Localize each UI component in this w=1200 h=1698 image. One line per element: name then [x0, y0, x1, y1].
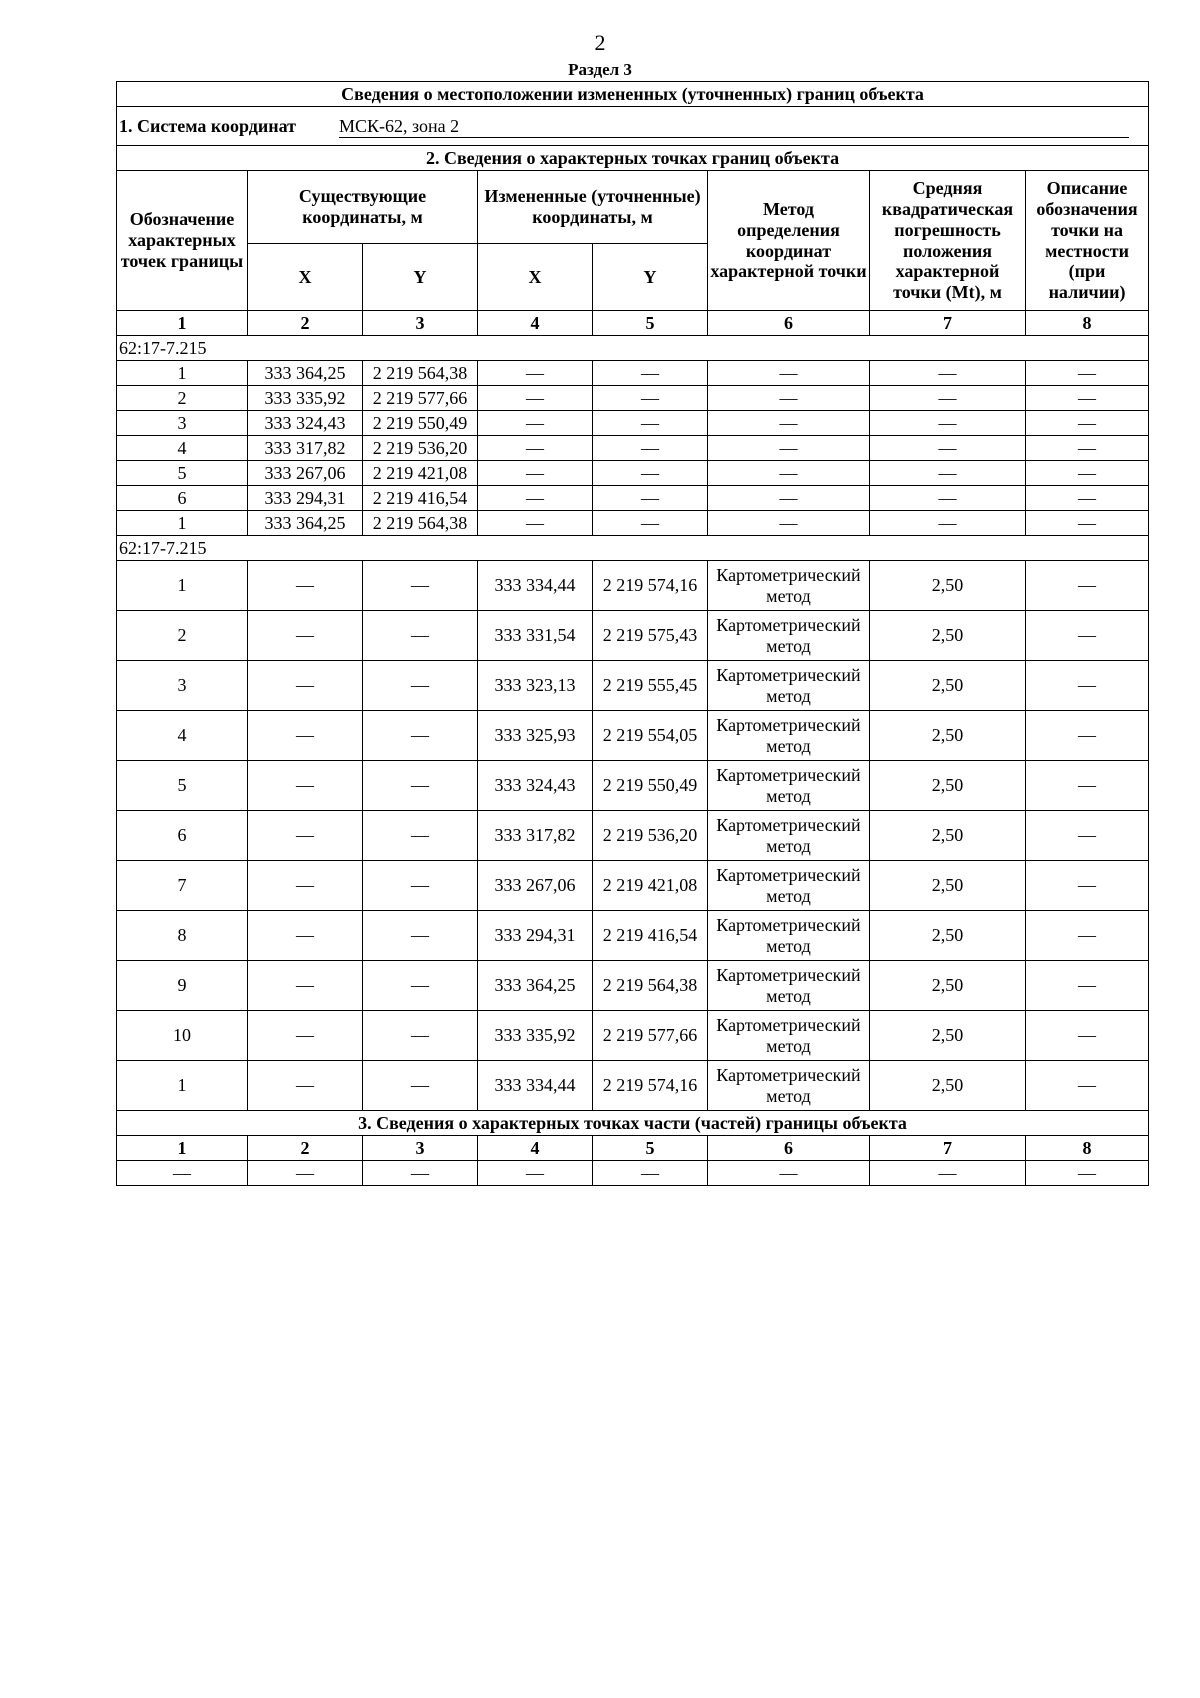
table-cell: 333 317,82	[478, 811, 593, 861]
table-cell: 2,50	[870, 561, 1026, 611]
table-row	[117, 911, 1149, 961]
table-cell: —	[478, 511, 593, 536]
table-cell: —	[1026, 1061, 1149, 1111]
table-cell: 6	[117, 486, 248, 511]
table-cell: —	[870, 436, 1026, 461]
table-row	[117, 511, 1149, 536]
table-cell: 5	[117, 761, 248, 811]
table-cell: —	[593, 486, 708, 511]
table-cell: 1	[117, 561, 248, 611]
section3-column-number-3: 3	[363, 1136, 478, 1161]
table-cell: —	[248, 961, 363, 1011]
table-cell: —	[363, 1061, 478, 1111]
coord-system-row	[117, 107, 1149, 146]
section3-cell-7: —	[870, 1161, 1026, 1186]
table-cell: 3	[117, 661, 248, 711]
subsection3-title: 3. Сведения о характерных точках части (частей) границы объекта	[117, 1111, 1149, 1136]
table-cell: —	[593, 511, 708, 536]
table-cell: —	[708, 361, 870, 386]
table-cell: 2 219 416,54	[363, 486, 478, 511]
table-cell: 2 219 577,66	[363, 386, 478, 411]
table-cell: 333 325,93	[478, 711, 593, 761]
header-changed-y: Y	[593, 244, 708, 311]
table-cell: 2 219 574,16	[593, 561, 708, 611]
subsection2-title: 2. Сведения о характерных точках границ объекта	[117, 146, 1149, 171]
table-cell: 2,50	[870, 961, 1026, 1011]
table-cell: Картометрический метод	[708, 861, 870, 911]
table-cell: —	[708, 386, 870, 411]
table-cell: —	[478, 486, 593, 511]
table-cell: —	[708, 486, 870, 511]
table-cell: 2 219 550,49	[363, 411, 478, 436]
table-cell: 9	[117, 961, 248, 1011]
table-cell: 2,50	[870, 1011, 1026, 1061]
table-cell: 333 364,25	[478, 961, 593, 1011]
table-cell: 2,50	[870, 1061, 1026, 1111]
table-cell: Картометрический метод	[708, 611, 870, 661]
table-cell: —	[1026, 561, 1149, 611]
table-cell: —	[870, 461, 1026, 486]
table-cell: 2 219 555,45	[593, 661, 708, 711]
table-row	[117, 961, 1149, 1011]
table-cell: Картометрический метод	[708, 1061, 870, 1111]
table-cell: 333 334,44	[478, 1061, 593, 1111]
table-cell: 333 323,13	[478, 661, 593, 711]
table-row	[117, 411, 1149, 436]
table-cell: —	[870, 511, 1026, 536]
table-cell: —	[593, 386, 708, 411]
table-cell: —	[870, 386, 1026, 411]
table-cell: —	[1026, 961, 1149, 1011]
table-cell: —	[478, 411, 593, 436]
table-cell: 2,50	[870, 611, 1026, 661]
table-cell: —	[1026, 486, 1149, 511]
column-number-8: 8	[1026, 311, 1149, 336]
table-cell: —	[870, 361, 1026, 386]
table-cell: —	[363, 1011, 478, 1061]
table-cell: 2 219 564,38	[363, 361, 478, 386]
table-cell: Картометрический метод	[708, 711, 870, 761]
table-cell: 333 335,92	[478, 1011, 593, 1061]
table-cell: —	[363, 761, 478, 811]
table-cell: 333 331,54	[478, 611, 593, 661]
table-cell: 4	[117, 436, 248, 461]
table-cell: —	[478, 386, 593, 411]
table-cell: 2 219 421,08	[363, 461, 478, 486]
table-cell: —	[708, 461, 870, 486]
table-cell: —	[1026, 861, 1149, 911]
table-cell: —	[248, 911, 363, 961]
table-cell: —	[363, 661, 478, 711]
table-cell: 2 219 416,54	[593, 911, 708, 961]
group1-label: 62:17-7.215	[117, 336, 1149, 361]
coord-system-value: МСК-62, зона 2	[339, 115, 1129, 138]
section3-column-number-7: 7	[870, 1136, 1026, 1161]
table-cell: Картометрический метод	[708, 561, 870, 611]
table-cell: 5	[117, 461, 248, 486]
table-cell: —	[363, 811, 478, 861]
table-cell: —	[593, 436, 708, 461]
table-cell: —	[248, 611, 363, 661]
table-cell: 2,50	[870, 861, 1026, 911]
section3-cell-8: —	[1026, 1161, 1149, 1186]
table-cell: —	[478, 361, 593, 386]
table-cell: Картометрический метод	[708, 661, 870, 711]
table-cell: —	[248, 861, 363, 911]
header-description: Описание обозначения точки на местности (при наличии)	[1026, 171, 1149, 311]
table-row	[117, 436, 1149, 461]
table-cell: 2 219 554,05	[593, 711, 708, 761]
table-cell: 6	[117, 811, 248, 861]
table-cell: 333 294,31	[248, 486, 363, 511]
table-cell: —	[1026, 461, 1149, 486]
table-cell: —	[870, 411, 1026, 436]
table-cell: 2,50	[870, 711, 1026, 761]
section3-column-number-1: 1	[117, 1136, 248, 1161]
section3-cell-2: —	[248, 1161, 363, 1186]
table-cell: —	[1026, 911, 1149, 961]
table-cell: —	[248, 661, 363, 711]
table-cell: 333 294,31	[478, 911, 593, 961]
table-cell: 2,50	[870, 661, 1026, 711]
section3-column-number-5: 5	[593, 1136, 708, 1161]
section3-column-number-4: 4	[478, 1136, 593, 1161]
section3-cell-4: —	[478, 1161, 593, 1186]
table-cell: 2,50	[870, 761, 1026, 811]
header-changed-x: X	[478, 244, 593, 311]
table-cell: —	[1026, 411, 1149, 436]
section3-cell-1: —	[117, 1161, 248, 1186]
table-cell: —	[593, 461, 708, 486]
section3-column-number-2: 2	[248, 1136, 363, 1161]
table-cell: Картометрический метод	[708, 961, 870, 1011]
table-cell: —	[1026, 361, 1149, 386]
table-cell: 2 219 550,49	[593, 761, 708, 811]
table-cell: —	[1026, 611, 1149, 661]
header-existing-x: X	[248, 244, 363, 311]
table-cell: 333 267,06	[478, 861, 593, 911]
table-cell: 333 267,06	[248, 461, 363, 486]
table-cell: —	[248, 1011, 363, 1061]
table-cell: 2 219 575,43	[593, 611, 708, 661]
table-cell: —	[593, 411, 708, 436]
table-cell: 333 364,25	[248, 361, 363, 386]
section3-cell-5: —	[593, 1161, 708, 1186]
table-cell: 333 364,25	[248, 511, 363, 536]
table-row	[117, 461, 1149, 486]
table-row	[117, 861, 1149, 911]
table-cell: 2 219 421,08	[593, 861, 708, 911]
table-cell: 333 334,44	[478, 561, 593, 611]
table-cell: 2 219 536,20	[363, 436, 478, 461]
section3-column-number-8: 8	[1026, 1136, 1149, 1161]
table-cell: Картометрический метод	[708, 761, 870, 811]
table-title: Сведения о местоположении измененных (уточненных) границ объекта	[117, 82, 1149, 107]
table-row	[117, 611, 1149, 661]
table-cell: —	[363, 961, 478, 1011]
table-row	[117, 811, 1149, 861]
table-cell: —	[248, 761, 363, 811]
table-cell: —	[248, 811, 363, 861]
table-cell: —	[478, 461, 593, 486]
table-cell: 2 219 574,16	[593, 1061, 708, 1111]
table-cell: —	[363, 561, 478, 611]
column-number-1: 1	[117, 311, 248, 336]
table-cell: 2,50	[870, 911, 1026, 961]
table-cell: 4	[117, 711, 248, 761]
table-cell: 3	[117, 411, 248, 436]
table-row	[117, 1061, 1149, 1111]
table-row	[117, 561, 1149, 611]
table-cell: 2	[117, 386, 248, 411]
table-row	[117, 486, 1149, 511]
table-cell: —	[1026, 386, 1149, 411]
group2-label: 62:17-7.215	[117, 536, 1149, 561]
table-cell: —	[363, 911, 478, 961]
table-row	[117, 361, 1149, 386]
table-cell: —	[248, 711, 363, 761]
table-cell: 10	[117, 1011, 248, 1061]
table-cell: —	[363, 611, 478, 661]
table-cell: —	[248, 561, 363, 611]
table-cell: —	[1026, 436, 1149, 461]
table-cell: —	[1026, 661, 1149, 711]
column-number-4: 4	[478, 311, 593, 336]
page-number: 2	[594, 30, 606, 55]
table-cell: 2	[117, 611, 248, 661]
table-cell: 2 219 564,38	[363, 511, 478, 536]
header-existing-coords: Существующие координаты, м	[248, 171, 478, 244]
column-number-6: 6	[708, 311, 870, 336]
section3-column-number-6: 6	[708, 1136, 870, 1161]
table-cell: —	[870, 486, 1026, 511]
table-cell: 2 219 577,66	[593, 1011, 708, 1061]
table-cell: 1	[117, 511, 248, 536]
header-point-designation: Обозначение характерных точек границы	[117, 171, 248, 311]
table-row	[117, 1011, 1149, 1061]
section3-cell-6: —	[708, 1161, 870, 1186]
table-cell: —	[708, 436, 870, 461]
table-cell: —	[1026, 511, 1149, 536]
table-cell: 2 219 564,38	[593, 961, 708, 1011]
table-cell: —	[593, 361, 708, 386]
boundary-table	[116, 81, 1149, 1186]
table-cell: 2 219 536,20	[593, 811, 708, 861]
table-row	[117, 661, 1149, 711]
table-cell: 2,50	[870, 811, 1026, 861]
table-cell: 333 324,43	[478, 761, 593, 811]
table-cell: —	[708, 511, 870, 536]
coord-system-label: 1. Система координат	[119, 115, 296, 136]
table-row	[117, 761, 1149, 811]
column-number-2: 2	[248, 311, 363, 336]
table-cell: 7	[117, 861, 248, 911]
table-cell: 1	[117, 361, 248, 386]
column-number-7: 7	[870, 311, 1026, 336]
table-cell: 333 324,43	[248, 411, 363, 436]
table-cell: 1	[117, 1061, 248, 1111]
section3-row	[117, 1161, 1149, 1186]
header-method: Метод определения координат характерной точки	[708, 171, 870, 311]
section3-column-numbers-row	[117, 1136, 1149, 1161]
table-cell: —	[248, 1061, 363, 1111]
column-number-3: 3	[363, 311, 478, 336]
table-cell: Картометрический метод	[708, 911, 870, 961]
table-row	[117, 711, 1149, 761]
table-cell: Картометрический метод	[708, 1011, 870, 1061]
table-cell: Картометрический метод	[708, 811, 870, 861]
table-cell: 333 335,92	[248, 386, 363, 411]
table-cell: —	[1026, 811, 1149, 861]
table-cell: —	[363, 711, 478, 761]
table-cell: —	[708, 411, 870, 436]
table-cell: —	[1026, 1011, 1149, 1061]
table-cell: 8	[117, 911, 248, 961]
table-cell: —	[1026, 761, 1149, 811]
header-changed-coords: Измененные (уточненные) координаты, м	[478, 171, 708, 244]
table-cell: —	[1026, 711, 1149, 761]
table-row	[117, 386, 1149, 411]
section3-cell-3: —	[363, 1161, 478, 1186]
table-cell: —	[478, 436, 593, 461]
section-title: Раздел 3	[568, 60, 632, 79]
table-cell: —	[363, 861, 478, 911]
header-error: Средняя квадратическая погрешность положения характерной точки (Mt), м	[870, 171, 1026, 311]
table-cell: 333 317,82	[248, 436, 363, 461]
column-numbers-row	[117, 311, 1149, 336]
header-existing-y: Y	[363, 244, 478, 311]
column-number-5: 5	[593, 311, 708, 336]
